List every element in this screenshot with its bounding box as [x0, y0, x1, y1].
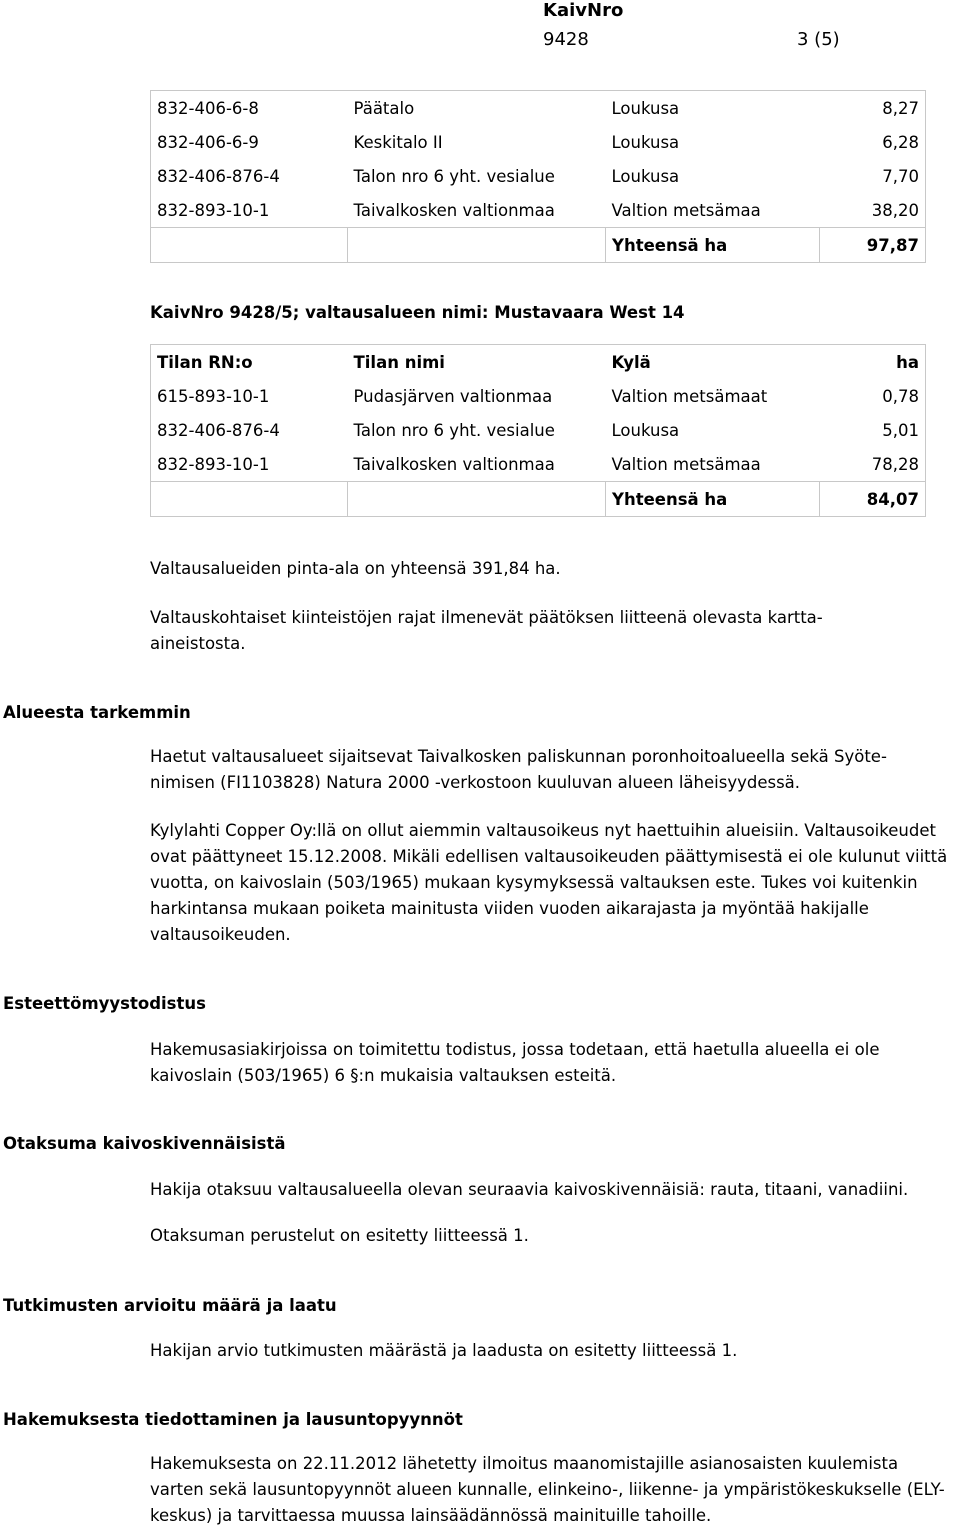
table-row	[151, 159, 926, 193]
area-ha: 78,28	[820, 447, 926, 482]
empty-cell	[348, 482, 606, 517]
village: Loukusa	[606, 91, 820, 126]
section-heading-notification: Hakemuksesta tiedottaminen ja lausuntopyynnöt	[3, 1410, 463, 1429]
property-id: 832-893-10-1	[151, 193, 348, 228]
property-id: 832-406-6-9	[151, 125, 348, 159]
boundaries-text: Valtauskohtaiset kiinteistöjen rajat ilmenevät päätöksen liitteenä olevasta kartta-aineistosta.	[150, 608, 823, 653]
section-heading-area-details: Alueesta tarkemmin	[3, 703, 191, 722]
research-estimate-paragraph: Hakijan arvio tutkimusten määrästä ja laadusta on esitetty liitteessä 1.	[150, 1341, 738, 1360]
total-value: 84,07	[820, 482, 926, 517]
notification-paragraph: Hakemuksesta on 22.11.2012 lähetetty ilmoitus maanomistajille asianosaisten kuulemista varten sekä lausuntopyynnöt alueen kunnalle, elinkeino-, liikenne- ja ympäristökeskukselle (ELY-keskus) ja tarvittaessa muussa lainsäädännössä mainituille tahoille.	[150, 1454, 945, 1525]
property-id: 832-406-876-4	[151, 413, 348, 447]
village: Valtion metsämaat	[611, 386, 768, 406]
column-header-area: ha	[820, 345, 926, 380]
total-row	[151, 228, 926, 263]
table-row	[151, 447, 926, 482]
area-ha: 38,20	[820, 193, 926, 228]
total-value: 97,87	[820, 228, 926, 263]
village: Valtion metsämaa	[611, 454, 761, 474]
property-id: 832-406-876-4	[151, 159, 348, 193]
property-name: Taivalkosken valtionmaa	[353, 200, 555, 220]
village: Loukusa	[611, 132, 680, 152]
area-ha: 8,27	[820, 91, 926, 126]
area-total-text: Valtausalueiden pinta-ala on yhteensä 391,84 ha.	[150, 559, 561, 578]
document-title: KaivNro	[543, 0, 624, 21]
property-name: Talon nro 6 yht. vesialue	[353, 420, 555, 440]
mineral-assumption-paragraph-1: Hakija otaksuu valtausalueella olevan seuraavia kaivoskivennäisiä: rauta, titaani, vanadiini.	[150, 1180, 909, 1199]
area-details-paragraph-2: Kylylahti Copper Oy:llä on ollut aiemmin valtausoikeus nyt haettuihin alueisiin. Valtausoikeudet ovat päättyneet 15.12.2008. Mikäli edellisen valtausoikeuden päättymisestä ei ole kulunut viittä vuotta, on kaivoslain (503/1965) mukaan kysymyksessä valtauksen este. Tukes voi kuitenkin harkintansa mukaan poiketa mainitusta viiden vuoden aikarajasta ja myöntää hakijalle valtausoikeuden.	[150, 821, 948, 944]
table-row	[151, 413, 926, 447]
table-row	[151, 91, 926, 126]
column-header-village: Kylä	[606, 345, 820, 380]
village: Valtion metsämaa	[611, 200, 761, 220]
claim-area-title: KaivNro 9428/5; valtausalueen nimi: Mustavaara West 14	[150, 303, 685, 322]
total-row	[151, 482, 926, 517]
area-ha: 5,01	[820, 413, 926, 447]
property-name: Keskitalo II	[353, 132, 443, 152]
column-header-property-name: Tilan nimi	[348, 345, 606, 380]
document-number: 9428	[543, 29, 589, 50]
property-name: Taivalkosken valtionmaa	[353, 454, 555, 474]
area-ha: 6,28	[820, 125, 926, 159]
property-id: 615-893-10-1	[151, 379, 348, 413]
property-name: Pudasjärven valtionmaa	[353, 386, 553, 406]
section-heading-no-obstacles: Esteettömyystodistus	[3, 994, 206, 1013]
village: Loukusa	[611, 166, 680, 186]
table-header-row	[151, 345, 926, 380]
empty-cell	[151, 228, 348, 263]
property-id: 832-893-10-1	[151, 447, 348, 482]
property-id: 832-406-6-8	[151, 91, 348, 126]
mineral-assumption-paragraph-2: Otaksuman perustelut on esitetty liitteessä 1.	[150, 1226, 529, 1245]
property-name: Päätalo	[348, 91, 606, 126]
no-obstacles-paragraph: Hakemusasiakirjoissa on toimitettu todistus, jossa todetaan, että haetulla alueella ei ole kaivoslain (503/1965) 6 §:n mukaisia valtauksen esteitä.	[150, 1040, 880, 1085]
area-ha: 0,78	[820, 379, 926, 413]
column-header-property-id: Tilan RN:o	[151, 345, 348, 380]
area-details-paragraph-1: Haetut valtausalueet sijaitsevat Taivalkosken paliskunnan poronhoitoalueella sekä Syöte-nimisen (FI1103828) Natura 2000 -verkostoon kuuluvan alueen läheisyydessä.	[150, 747, 887, 792]
empty-cell	[151, 482, 348, 517]
page-indicator: 3 (5)	[797, 29, 840, 50]
village: Loukusa	[611, 420, 680, 440]
table-row	[151, 125, 926, 159]
section-heading-research-estimate: Tutkimusten arvioitu määrä ja laatu	[3, 1296, 337, 1315]
empty-cell	[348, 228, 606, 263]
total-label: Yhteensä ha	[606, 482, 820, 517]
area-ha: 7,70	[820, 159, 926, 193]
total-label: Yhteensä ha	[606, 228, 820, 263]
table-row	[151, 379, 926, 413]
table-row	[151, 193, 926, 228]
section-heading-mineral-assumption: Otaksuma kaivoskivennäisistä	[3, 1134, 286, 1153]
property-table-1	[150, 90, 926, 263]
property-table-2	[150, 344, 926, 517]
property-name: Talon nro 6 yht. vesialue	[353, 166, 555, 186]
